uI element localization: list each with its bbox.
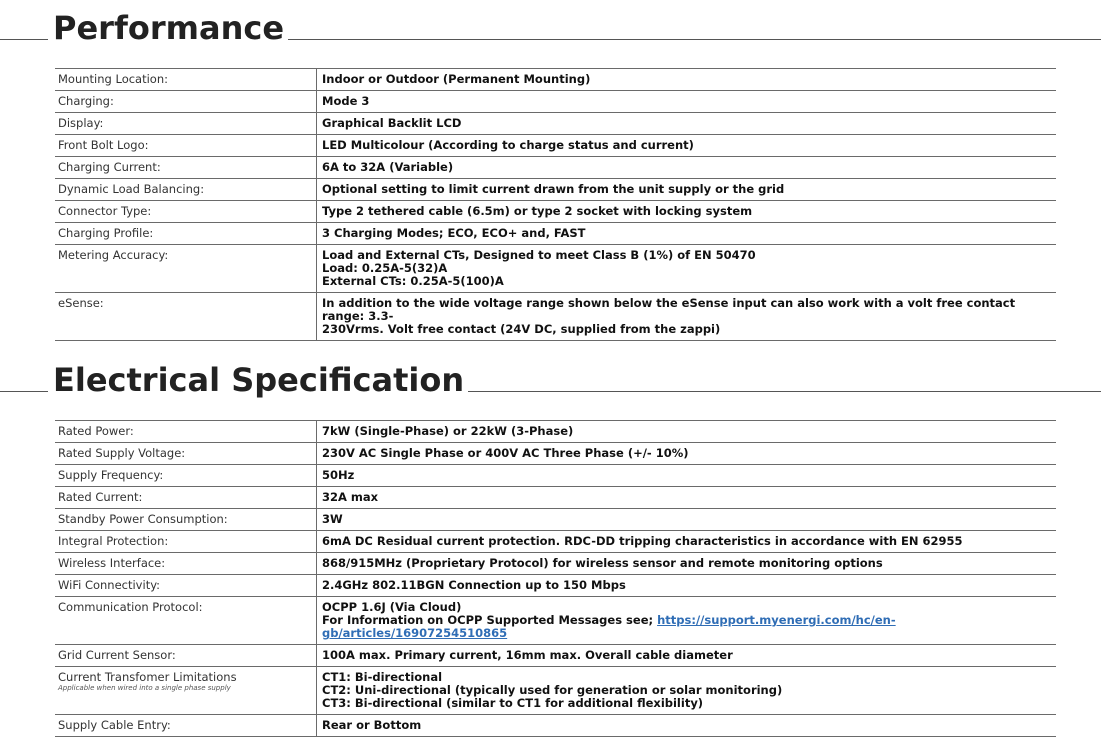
row-label: Display:: [55, 113, 317, 135]
row-value: Indoor or Outdoor (Permanent Mounting): [317, 69, 1057, 91]
row-value: 868/915MHz (Proprietary Protocol) for wireless sensor and remote monitoring options: [317, 553, 1057, 575]
heading-rule-right: [288, 39, 1101, 40]
value-line: External CTs: 0.25A-5(100)A: [322, 274, 504, 288]
row-value: 230V AC Single Phase or 400V AC Three Phase (+/- 10%): [317, 443, 1057, 465]
row-label: WiFi Connectivity:: [55, 575, 317, 597]
electrical-title: Electrical Specification: [53, 361, 465, 399]
row-label: Integral Protection:: [55, 531, 317, 553]
heading-rule-left: [0, 39, 48, 40]
value-line: CT2: Uni-directional (typically used for generation or solar monitoring): [322, 683, 783, 697]
table-row: [55, 531, 1056, 553]
table-row: [55, 223, 1056, 245]
row-label: Supply Frequency:: [55, 465, 317, 487]
row-value: 50Hz: [317, 465, 1057, 487]
row-value: [317, 597, 1057, 645]
table-row: [55, 293, 1056, 341]
row-label: Grid Current Sensor:: [55, 645, 317, 667]
row-label: eSense:: [55, 293, 317, 341]
row-label: Rated Current:: [55, 487, 317, 509]
table-row: [55, 113, 1056, 135]
electrical-heading: [0, 362, 1101, 398]
table-row: [55, 575, 1056, 597]
heading-rule-right: [468, 391, 1101, 392]
table-row: [55, 69, 1056, 91]
table-row: [55, 201, 1056, 223]
row-label: Current Transfomer Limitations: [58, 670, 237, 684]
row-value: Graphical Backlit LCD: [317, 113, 1057, 135]
electrical-table: [55, 420, 1056, 737]
table-row: [55, 487, 1056, 509]
ocpp-support-link[interactable]: https://support.myenergi.com/hc/en-gb/articles/16907254510865: [322, 613, 896, 640]
row-value: Rear or Bottom: [317, 715, 1057, 737]
value-line: CT3: Bi-directional (similar to CT1 for additional flexibility): [322, 696, 704, 710]
table-row: [55, 421, 1056, 443]
link-prefix: For Information on OCPP Supported Messages see;: [322, 613, 658, 627]
row-label: Connector Type:: [55, 201, 317, 223]
table-row: [55, 245, 1056, 293]
table-row: [55, 443, 1056, 465]
row-value: [317, 667, 1057, 715]
row-label-with-note: [55, 667, 317, 715]
value-line: In addition to the wide voltage range shown below the eSense input can also work with a volt free contact range: 3.3-: [322, 296, 1016, 323]
row-value: 7kW (Single-Phase) or 22kW (3-Phase): [317, 421, 1057, 443]
table-row: [55, 135, 1056, 157]
row-value: 6A to 32A (Variable): [317, 157, 1057, 179]
row-note: Applicable when wired into a single phase supply: [58, 684, 231, 692]
row-label: Charging Profile:: [55, 223, 317, 245]
row-value: 100A max. Primary current, 16mm max. Overall cable diameter: [317, 645, 1057, 667]
heading-rule-left: [0, 391, 48, 392]
value-line: Load and External CTs, Designed to meet Class B (1%) of EN 50470: [322, 248, 756, 262]
table-row: [55, 465, 1056, 487]
row-label: Standby Power Consumption:: [55, 509, 317, 531]
row-value: Mode 3: [317, 91, 1057, 113]
value-line: [322, 614, 1052, 640]
row-value: LED Multicolour (According to charge status and current): [317, 135, 1057, 157]
row-label: Communication Protocol:: [55, 597, 317, 645]
row-label: Mounting Location:: [55, 69, 317, 91]
row-value: Optional setting to limit current drawn from the unit supply or the grid: [317, 179, 1057, 201]
row-value: 3W: [317, 509, 1057, 531]
table-row: [55, 91, 1056, 113]
table-row: [55, 667, 1056, 715]
row-value: 6mA DC Residual current protection. RDC-DD tripping characteristics in accordance with EN 62955: [317, 531, 1057, 553]
row-value: [317, 245, 1057, 293]
performance-table: [55, 68, 1056, 341]
row-label: Charging:: [55, 91, 317, 113]
table-row: [55, 715, 1056, 737]
row-value: 32A max: [317, 487, 1057, 509]
row-value: 3 Charging Modes; ECO, ECO+ and, FAST: [317, 223, 1057, 245]
row-label: Rated Power:: [55, 421, 317, 443]
value-line: OCPP 1.6J (Via Cloud): [322, 600, 462, 614]
row-label: Wireless Interface:: [55, 553, 317, 575]
row-label: Metering Accuracy:: [55, 245, 317, 293]
table-row: [55, 553, 1056, 575]
row-label: Charging Current:: [55, 157, 317, 179]
row-value: [317, 293, 1057, 341]
row-label: Supply Cable Entry:: [55, 715, 317, 737]
table-row: [55, 509, 1056, 531]
table-row: [55, 645, 1056, 667]
row-value: Type 2 tethered cable (6.5m) or type 2 socket with locking system: [317, 201, 1057, 223]
performance-title: Performance: [53, 9, 285, 47]
row-label: Front Bolt Logo:: [55, 135, 317, 157]
value-line: CT1: Bi-directional: [322, 670, 443, 684]
value-line: Load: 0.25A-5(32)A: [322, 261, 448, 275]
value-line: 230Vrms. Volt free contact (24V DC, supplied from the zappi): [322, 322, 721, 336]
table-row: [55, 157, 1056, 179]
row-label: Rated Supply Voltage:: [55, 443, 317, 465]
row-label: Dynamic Load Balancing:: [55, 179, 317, 201]
table-row: [55, 179, 1056, 201]
performance-heading: [0, 10, 1101, 46]
row-value: 2.4GHz 802.11BGN Connection up to 150 Mbps: [317, 575, 1057, 597]
table-row: [55, 597, 1056, 645]
